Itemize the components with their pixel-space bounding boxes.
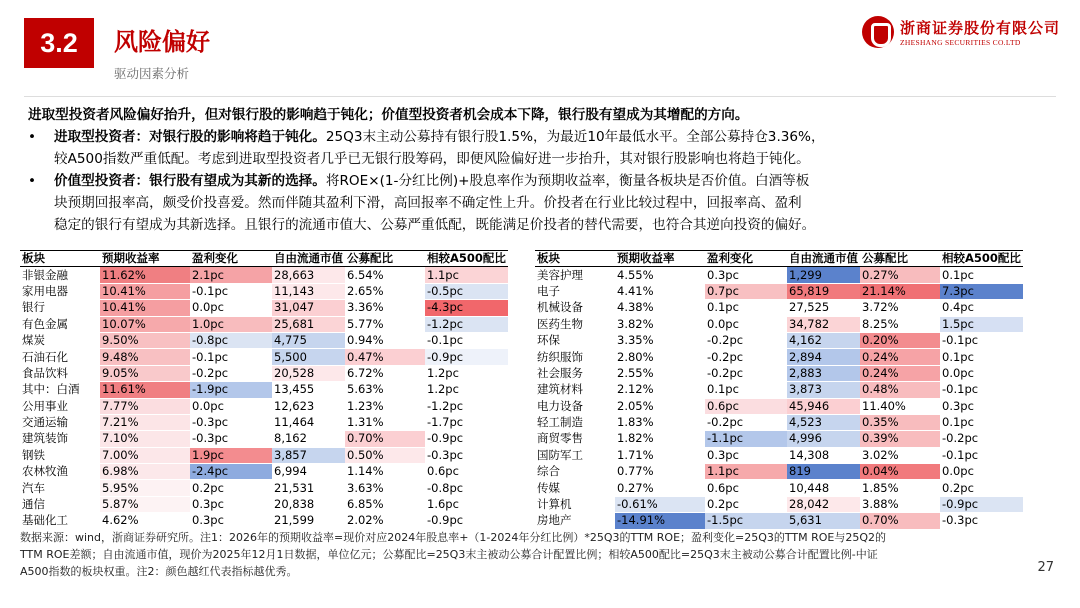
table-cell: 电子 bbox=[535, 283, 615, 299]
table-row bbox=[20, 447, 508, 463]
table-cell: 建筑装饰 bbox=[20, 431, 100, 447]
table-cell: 0.4pc bbox=[940, 300, 1023, 316]
table-cell: -0.1pc bbox=[940, 332, 1023, 348]
table-cell: -0.5pc bbox=[425, 283, 508, 299]
table-cell: -0.8pc bbox=[190, 332, 272, 348]
table-cell: 纺织服饰 bbox=[535, 349, 615, 365]
table-row bbox=[535, 316, 1023, 332]
table-cell: 环保 bbox=[535, 332, 615, 348]
table-cell: 7.10% bbox=[100, 431, 190, 447]
table-cell: -0.2pc bbox=[705, 349, 787, 365]
table-row bbox=[20, 382, 508, 398]
table-cell: 28,663 bbox=[272, 267, 345, 283]
table-cell: 0.39% bbox=[860, 431, 940, 447]
table-cell: 0.6pc bbox=[425, 464, 508, 480]
page-number: 27 bbox=[1037, 560, 1054, 575]
table-cell: 2,883 bbox=[787, 365, 860, 381]
table-cell: 0.0pc bbox=[705, 316, 787, 332]
logo-cn-text: 浙商证券股份有限公司 bbox=[900, 19, 1061, 37]
table-cell: 0.2pc bbox=[940, 480, 1023, 496]
table-cell: 建筑材料 bbox=[535, 382, 615, 398]
table-cell: 6.54% bbox=[345, 267, 425, 283]
table-cell: 14,308 bbox=[787, 447, 860, 463]
table-row bbox=[535, 414, 1023, 430]
header-sector: 板块 bbox=[20, 251, 100, 267]
table-cell: 1.5pc bbox=[940, 316, 1023, 332]
table-cell: 0.0pc bbox=[940, 464, 1023, 480]
table-cell: 0.2pc bbox=[190, 480, 272, 496]
table-cell: 0.3pc bbox=[190, 513, 272, 529]
table-cell: -0.61% bbox=[615, 496, 705, 512]
table-cell: 1,299 bbox=[787, 267, 860, 283]
table-cell: 2.05% bbox=[615, 398, 705, 414]
table-row bbox=[20, 398, 508, 414]
table-cell: 汽车 bbox=[20, 480, 100, 496]
table-cell: 1.6pc bbox=[425, 496, 508, 512]
table-cell: 0.6pc bbox=[705, 398, 787, 414]
table-cell: 7.77% bbox=[100, 398, 190, 414]
table-cell: -0.9pc bbox=[940, 496, 1023, 512]
table-row bbox=[20, 480, 508, 496]
table-cell: 10.41% bbox=[100, 300, 190, 316]
table-cell: 1.71% bbox=[615, 447, 705, 463]
logo-mark-icon bbox=[862, 16, 894, 48]
table-cell: 交通运输 bbox=[20, 414, 100, 430]
table-cell: 1.85% bbox=[860, 480, 940, 496]
table-cell: 21,599 bbox=[272, 513, 345, 529]
table-row bbox=[20, 349, 508, 365]
table-cell: 社会服务 bbox=[535, 365, 615, 381]
table-cell: 3,857 bbox=[272, 447, 345, 463]
header-vs-a500: 相较A500配比 bbox=[427, 251, 506, 266]
table-header-row bbox=[535, 251, 1023, 267]
table-cell: 7.00% bbox=[100, 447, 190, 463]
table-cell: 5,500 bbox=[272, 349, 345, 365]
table-cell: 13,455 bbox=[272, 382, 345, 398]
table-cell: 20,838 bbox=[272, 496, 345, 512]
table-cell: 1.1pc bbox=[705, 464, 787, 480]
table-cell: 4,996 bbox=[787, 431, 860, 447]
table-cell: 3.82% bbox=[615, 316, 705, 332]
table-cell: 0.0pc bbox=[940, 365, 1023, 381]
table-cell: 11,464 bbox=[272, 414, 345, 430]
table-cell: 4,775 bbox=[272, 332, 345, 348]
table-cell: 轻工制造 bbox=[535, 414, 615, 430]
bullet-1-line-2: 较A500指数严重低配。考虑到进取型投资者几乎已无银行股筹码，即便风险偏好进一步抬升，其对银行股影响也将趋于钝化。 bbox=[54, 151, 810, 167]
logo-en-text: ZHESHANG SECURITIES CO.LTD bbox=[900, 38, 1021, 47]
table-row bbox=[535, 480, 1023, 496]
table-row bbox=[535, 283, 1023, 299]
table-cell: 1.82% bbox=[615, 431, 705, 447]
footnote-line-2: TTM ROE差额；自由流通市值，现价为2025年12月1日数据，单位亿元；公募配比=25Q3末主被动公募合计配置比例；相较A500配比=25Q3末主被动公募合计配置比例-中证 bbox=[20, 548, 878, 561]
table-cell: 公用事业 bbox=[20, 398, 100, 414]
bullet-icon: • bbox=[28, 129, 37, 145]
table-cell: -1.1pc bbox=[705, 431, 787, 447]
table-cell: 8,162 bbox=[272, 431, 345, 447]
table-cell: 2.65% bbox=[345, 283, 425, 299]
table-cell: 0.1pc bbox=[940, 267, 1023, 283]
company-logo bbox=[862, 16, 1060, 48]
table-cell: 11,143 bbox=[272, 283, 345, 299]
table-cell: 0.1pc bbox=[940, 349, 1023, 365]
footnote-line-3: A500指数的板块权重。注2：颜色越红代表指标越优秀。 bbox=[20, 565, 298, 578]
table-cell: 1.2pc bbox=[425, 365, 508, 381]
table-cell: 煤炭 bbox=[20, 332, 100, 348]
table-row bbox=[535, 496, 1023, 512]
bullet-2-text: 将ROE×(1-分红比例)+股息率作为预期收益率，衡量各板块是否价值。白酒等板 bbox=[325, 173, 810, 189]
table-row bbox=[20, 464, 508, 480]
table-cell: 3.35% bbox=[615, 332, 705, 348]
table-cell: 28,042 bbox=[787, 496, 860, 512]
table-cell: 0.0pc bbox=[190, 300, 272, 316]
table-cell: 2.55% bbox=[615, 365, 705, 381]
bullet-1-text: 25Q3末主动公募持有银行股1.5%，为最近10年最低水平。全部公募持仓3.36%， bbox=[325, 129, 825, 145]
table-cell: 0.3pc bbox=[705, 267, 787, 283]
table-cell: 0.24% bbox=[860, 349, 940, 365]
table-row bbox=[20, 316, 508, 332]
table-cell: 2.12% bbox=[615, 382, 705, 398]
bullet-1-line-1 bbox=[28, 126, 1060, 148]
table-cell: 20,528 bbox=[272, 365, 345, 381]
section-number-badge: 3.2 bbox=[24, 18, 94, 68]
table-cell: 0.94% bbox=[345, 332, 425, 348]
table-cell: -14.91% bbox=[615, 513, 705, 529]
header-expected-return: 预期收益率 bbox=[615, 251, 705, 267]
table-row bbox=[535, 513, 1023, 529]
table-cell: 9.05% bbox=[100, 365, 190, 381]
table-cell: 0.3pc bbox=[705, 447, 787, 463]
table-cell: -1.9pc bbox=[190, 382, 272, 398]
lead-paragraph: 进取型投资者风险偏好抬升，但对银行股的影响趋于钝化；价值型投资者机会成本下降，银行股有望成为其增配的方向。 bbox=[28, 107, 749, 123]
table-row bbox=[20, 267, 508, 283]
table-cell: -0.1pc bbox=[940, 447, 1023, 463]
table-row bbox=[535, 300, 1023, 316]
table-cell: 医药生物 bbox=[535, 316, 615, 332]
table-row bbox=[535, 398, 1023, 414]
table-cell: 10,448 bbox=[787, 480, 860, 496]
table-cell: -0.3pc bbox=[940, 513, 1023, 529]
table-row bbox=[535, 464, 1023, 480]
table-cell: -0.9pc bbox=[425, 349, 508, 365]
table-cell: 2.80% bbox=[615, 349, 705, 365]
table-row bbox=[20, 513, 508, 529]
sector-table-right bbox=[535, 250, 1023, 530]
table-row bbox=[535, 267, 1023, 283]
table-row bbox=[535, 431, 1023, 447]
table-cell: 0.50% bbox=[345, 447, 425, 463]
table-cell: 食品饮料 bbox=[20, 365, 100, 381]
table-cell: 21,531 bbox=[272, 480, 345, 496]
table-row bbox=[20, 300, 508, 316]
table-cell: 0.2pc bbox=[705, 496, 787, 512]
table-cell: 其中：白酒 bbox=[20, 382, 100, 398]
table-cell: 1.0pc bbox=[190, 316, 272, 332]
table-cell: 1.23% bbox=[345, 398, 425, 414]
header-vs-a500: 相较A500配比 bbox=[942, 251, 1021, 266]
table-row bbox=[535, 365, 1023, 381]
table-cell: 非银金融 bbox=[20, 267, 100, 283]
table-cell: -2.4pc bbox=[190, 464, 272, 480]
table-cell: 0.1pc bbox=[705, 382, 787, 398]
table-cell: 5.87% bbox=[100, 496, 190, 512]
table-cell: 计算机 bbox=[535, 496, 615, 512]
table-cell: 4.55% bbox=[615, 267, 705, 283]
table-cell: 2,894 bbox=[787, 349, 860, 365]
header-divider bbox=[24, 96, 1056, 97]
bullet-icon: • bbox=[28, 173, 37, 189]
table-cell: 3.88% bbox=[860, 496, 940, 512]
table-cell: 6.98% bbox=[100, 464, 190, 480]
bullet-2-line-1 bbox=[28, 170, 1060, 192]
table-cell: 45,946 bbox=[787, 398, 860, 414]
table-cell: 0.1pc bbox=[940, 414, 1023, 430]
table-cell: 1.2pc bbox=[425, 382, 508, 398]
table-cell: 819 bbox=[787, 464, 860, 480]
table-cell: -0.2pc bbox=[705, 414, 787, 430]
table-cell: -0.2pc bbox=[940, 431, 1023, 447]
table-header-row bbox=[20, 251, 508, 267]
table-cell: 4,523 bbox=[787, 414, 860, 430]
table-cell: 商贸零售 bbox=[535, 431, 615, 447]
table-cell: 3.36% bbox=[345, 300, 425, 316]
table-cell: 9.48% bbox=[100, 349, 190, 365]
table-cell: 0.70% bbox=[860, 513, 940, 529]
table-cell: 11.40% bbox=[860, 398, 940, 414]
table-cell: 0.48% bbox=[860, 382, 940, 398]
table-cell: 电力设备 bbox=[535, 398, 615, 414]
table-cell: 4.41% bbox=[615, 283, 705, 299]
table-cell: 7.21% bbox=[100, 414, 190, 430]
bullet-2-line-3: 稳定的银行有望成为其新选择。且银行的流通市值大、公募严重低配，既能满足价投者的替代需要，也符合其逆向投资的偏好。 bbox=[54, 217, 816, 233]
table-cell: -0.3pc bbox=[190, 431, 272, 447]
table-cell: 5.95% bbox=[100, 480, 190, 496]
table-cell: 0.3pc bbox=[940, 398, 1023, 414]
table-cell: 0.77% bbox=[615, 464, 705, 480]
table-row bbox=[535, 382, 1023, 398]
table-cell: 5.77% bbox=[345, 316, 425, 332]
header-fund-weight: 公募配比 bbox=[345, 251, 425, 267]
table-cell: -0.1pc bbox=[190, 349, 272, 365]
table-cell: -0.3pc bbox=[425, 447, 508, 463]
table-cell: -0.9pc bbox=[425, 431, 508, 447]
table-cell: 21.14% bbox=[860, 283, 940, 299]
table-cell: 0.27% bbox=[860, 267, 940, 283]
table-cell: 2.02% bbox=[345, 513, 425, 529]
sector-table-left bbox=[20, 250, 508, 530]
table-cell: 65,819 bbox=[787, 283, 860, 299]
table-cell: 0.04% bbox=[860, 464, 940, 480]
table-row bbox=[20, 496, 508, 512]
table-cell: 0.3pc bbox=[190, 496, 272, 512]
table-cell: 0.20% bbox=[860, 332, 940, 348]
table-cell: -0.9pc bbox=[425, 513, 508, 529]
table-cell: 4,162 bbox=[787, 332, 860, 348]
table-cell: 6.72% bbox=[345, 365, 425, 381]
table-cell: 8.25% bbox=[860, 316, 940, 332]
table-cell: 6,994 bbox=[272, 464, 345, 480]
table-cell: -0.1pc bbox=[425, 332, 508, 348]
table-cell: 0.47% bbox=[345, 349, 425, 365]
table-cell: -0.2pc bbox=[705, 332, 787, 348]
table-cell: 1.83% bbox=[615, 414, 705, 430]
header-expected-return: 预期收益率 bbox=[100, 251, 190, 267]
table-cell: 25,681 bbox=[272, 316, 345, 332]
table-cell: -0.8pc bbox=[425, 480, 508, 496]
header-free-float-cap: 自由流通市值 bbox=[789, 251, 858, 266]
table-cell: 家用电器 bbox=[20, 283, 100, 299]
table-cell: 1.9pc bbox=[190, 447, 272, 463]
table-cell: 基础化工 bbox=[20, 513, 100, 529]
table-row bbox=[535, 332, 1023, 348]
table-cell: -4.3pc bbox=[425, 300, 508, 316]
header-fund-weight: 公募配比 bbox=[860, 251, 940, 267]
table-cell: 综合 bbox=[535, 464, 615, 480]
table-cell: -1.2pc bbox=[425, 398, 508, 414]
bullet-1-bold: 进取型投资者：对银行股的影响将趋于钝化。 bbox=[54, 129, 326, 145]
bullet-2-bold: 价值型投资者：银行股有望成为其新的选择。 bbox=[54, 173, 326, 189]
body-text bbox=[28, 104, 1060, 236]
header-free-float-cap: 自由流通市值 bbox=[274, 251, 343, 266]
table-cell: 11.62% bbox=[100, 267, 190, 283]
table-row bbox=[20, 365, 508, 381]
table-cell: 3.72% bbox=[860, 300, 940, 316]
table-row bbox=[20, 283, 508, 299]
table-cell: 0.7pc bbox=[705, 283, 787, 299]
table-row bbox=[535, 349, 1023, 365]
table-cell: -0.1pc bbox=[190, 283, 272, 299]
table-cell: -0.2pc bbox=[705, 365, 787, 381]
page-title: 风险偏好 bbox=[114, 28, 210, 56]
table-cell: 美容护理 bbox=[535, 267, 615, 283]
table-row bbox=[20, 332, 508, 348]
table-cell: -0.2pc bbox=[190, 365, 272, 381]
table-cell: 0.6pc bbox=[705, 480, 787, 496]
table-cell: 3.63% bbox=[345, 480, 425, 496]
table-cell: 10.41% bbox=[100, 283, 190, 299]
table-cell: -1.7pc bbox=[425, 414, 508, 430]
table-cell: 4.62% bbox=[100, 513, 190, 529]
table-cell: 3.02% bbox=[860, 447, 940, 463]
table-row bbox=[20, 414, 508, 430]
table-cell: 有色金属 bbox=[20, 316, 100, 332]
table-cell: 4.38% bbox=[615, 300, 705, 316]
table-cell: 0.0pc bbox=[190, 398, 272, 414]
table-cell: 34,782 bbox=[787, 316, 860, 332]
table-cell: -1.2pc bbox=[425, 316, 508, 332]
table-cell: 3,873 bbox=[787, 382, 860, 398]
table-cell: -0.3pc bbox=[190, 414, 272, 430]
header-earnings-change: 盈利变化 bbox=[190, 251, 272, 267]
table-cell: 7.3pc bbox=[940, 283, 1023, 299]
footnote bbox=[20, 529, 1060, 580]
table-cell: 0.24% bbox=[860, 365, 940, 381]
table-cell: 国防军工 bbox=[535, 447, 615, 463]
table-row bbox=[535, 447, 1023, 463]
table-cell: 1.1pc bbox=[425, 267, 508, 283]
table-row bbox=[20, 431, 508, 447]
table-cell: 5,631 bbox=[787, 513, 860, 529]
footnote-line-1: 数据来源：wind，浙商证券研究所。注1：2026年的预期收益率=现价对应2024年股息率+（1-2024年分红比例）*25Q3的TTM ROE；盈利变化=25Q3的TTM ROE与25Q2的 bbox=[20, 531, 887, 544]
table-cell: 2.1pc bbox=[190, 267, 272, 283]
table-cell: 传媒 bbox=[535, 480, 615, 496]
table-cell: 机械设备 bbox=[535, 300, 615, 316]
header-earnings-change: 盈利变化 bbox=[705, 251, 787, 267]
table-cell: 1.31% bbox=[345, 414, 425, 430]
table-cell: 6.85% bbox=[345, 496, 425, 512]
page-subtitle: 驱动因素分析 bbox=[114, 66, 190, 81]
table-cell: -0.1pc bbox=[940, 382, 1023, 398]
table-cell: 27,525 bbox=[787, 300, 860, 316]
table-cell: 0.70% bbox=[345, 431, 425, 447]
table-cell: 通信 bbox=[20, 496, 100, 512]
table-cell: -1.5pc bbox=[705, 513, 787, 529]
table-cell: 10.07% bbox=[100, 316, 190, 332]
bullet-2-line-2: 块预期回报率高，颇受价投喜爱。然而伴随其盈利下滑，高回报率不确定性上升。价投者在行业比较过程中，回报率高、盈利 bbox=[54, 195, 802, 211]
table-cell: 12,623 bbox=[272, 398, 345, 414]
table-cell: 石油石化 bbox=[20, 349, 100, 365]
table-cell: 钢铁 bbox=[20, 447, 100, 463]
table-cell: 房地产 bbox=[535, 513, 615, 529]
table-cell: 11.61% bbox=[100, 382, 190, 398]
table-cell: 1.14% bbox=[345, 464, 425, 480]
table-cell: 0.35% bbox=[860, 414, 940, 430]
table-cell: 0.1pc bbox=[705, 300, 787, 316]
header-sector: 板块 bbox=[535, 251, 615, 267]
table-cell: 5.63% bbox=[345, 382, 425, 398]
table-cell: 9.50% bbox=[100, 332, 190, 348]
table-cell: 0.27% bbox=[615, 480, 705, 496]
table-cell: 银行 bbox=[20, 300, 100, 316]
table-cell: 农林牧渔 bbox=[20, 464, 100, 480]
table-cell: 31,047 bbox=[272, 300, 345, 316]
